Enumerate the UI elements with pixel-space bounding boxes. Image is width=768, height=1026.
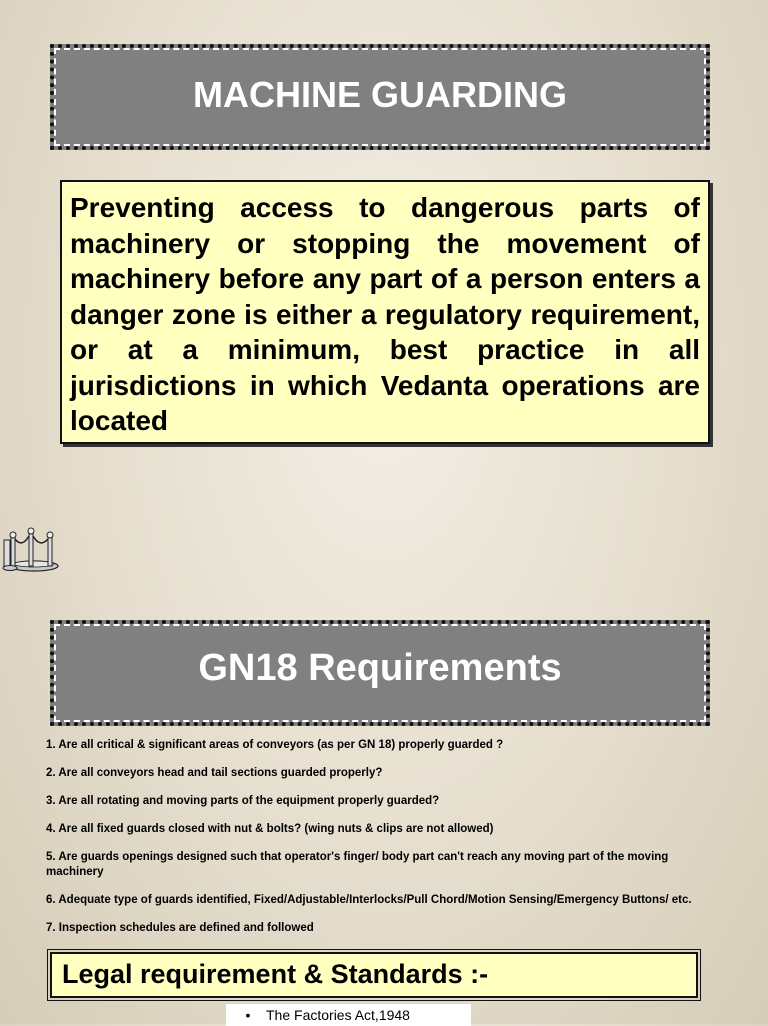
- slide-title: MACHINE GUARDING: [50, 44, 710, 150]
- definition-box: [60, 180, 710, 444]
- slide-title: GN18 Requirements: [50, 620, 710, 726]
- bullet-item: [226, 1004, 471, 1026]
- list-item: 3. Are all rotating and moving parts of the equipment properly guarded?: [46, 795, 440, 807]
- requirements-list: [46, 738, 726, 949]
- stanchion-barrier-icon: [2, 526, 62, 574]
- bullet-text: The Factories Act,1948: [266, 1007, 410, 1023]
- list-item: 2. Are all conveyors head and tail sections guarded properly?: [46, 767, 383, 779]
- definition-text: Preventing access to dangerous parts of machinery or stopping the movement of machinery before any part of a person enters a danger zone is either a regulatory requirement, or at a minimum, best practice in all jurisdictions in which Vedanta operations are located: [70, 192, 700, 436]
- slide-gn18-requirements: [0, 590, 768, 1024]
- list-item: 5. Are guards openings designed such that operator's finger/ body part can't reach any moving part of the moving machinery: [46, 851, 669, 878]
- list-item: 4. Are all fixed guards closed with nut & bolts? (wing nuts & clips are not allowed): [46, 823, 494, 835]
- list-item: 1. Are all critical & significant areas of conveyors (as per GN 18) properly guarded ?: [46, 739, 504, 751]
- bullet-icon: •: [245, 1007, 251, 1023]
- legal-heading: Legal requirement & Standards :-: [50, 952, 698, 998]
- list-item: 6. Adequate type of guards identified, Fixed/Adjustable/Interlocks/Pull Chord/Motion Sensing/Emergency Buttons/ etc.: [46, 894, 692, 906]
- list-item: 7. Inspection schedules are defined and followed: [46, 922, 314, 934]
